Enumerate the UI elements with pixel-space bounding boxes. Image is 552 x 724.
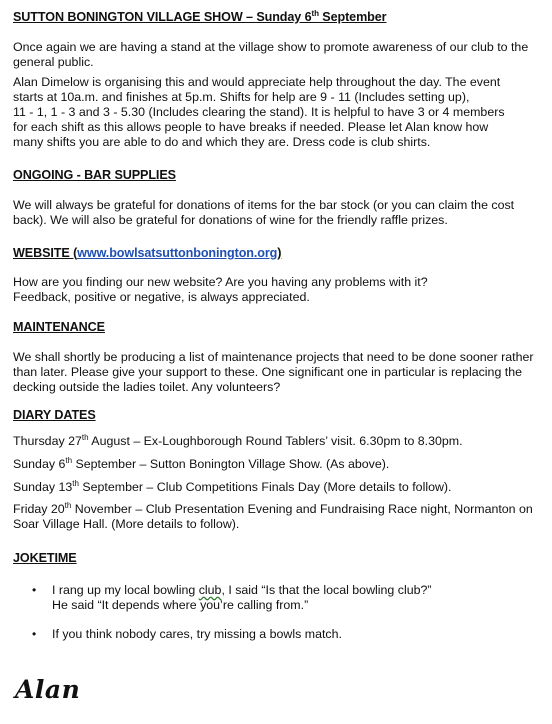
website-link[interactable]: www.bowlsatsuttonbonington.org <box>77 246 278 260</box>
joke-list <box>32 583 544 613</box>
signature: Alan <box>15 675 81 704</box>
bar-supplies-heading: ONGOING - BAR SUPPLIES <box>13 168 176 182</box>
show-details-paragraph: Alan Dimelow is organising this and would appreciate help throughout the day. The event starts at 10a.m. and finishes at 5p.m. Shifts for help are 9 - 11 (Includes setting up), 11 - 1, 1 - 3 and 3 - 5.30 (Includes clearing the stand). It is helpful to have 3 or 4 members for each shift as this allows people to have breaks if needed. Please let Alan know how many shifts you are able to do and which they are. Dress code is club shirts. <box>13 75 505 149</box>
maintenance-heading: MAINTENANCE <box>13 320 105 334</box>
bullet-icon: • <box>32 627 37 641</box>
list-item: • I rang up my local bowling club, I said “Is that the local bowling club?” He said “It depends where you’re calling from.” <box>32 583 432 612</box>
bullet-icon: • <box>32 583 37 597</box>
website-paragraph: How are you finding our new website? Are you having any problems with it? Feedback, positive or negative, is always appreciated. <box>13 275 428 304</box>
maintenance-paragraph: We shall shortly be producing a list of maintenance projects that need to be done sooner rather than later. Please give your support to these. One significant one in particular is replacing the decking outside the ladies toilet. Any volunteers? <box>13 350 534 394</box>
show-intro-paragraph: Once again we are having a stand at the village show to promote awareness of our club to the general public. <box>13 40 529 69</box>
joke-list <box>32 627 544 642</box>
diary-item: Sunday 6th September – Sutton Bonington Village Show. (As above). <box>13 456 390 471</box>
bar-supplies-paragraph: We will always be grateful for donations of items for the bar stock (or you can claim the cost back). We will also be grateful for donations of wine for the friendly raffle prizes. <box>13 198 515 227</box>
website-heading: WEBSITE (www.bowlsatsuttonbonington.org) <box>13 246 282 260</box>
diary-item: Sunday 13th September – Club Competitions Finals Day (More details to follow). <box>13 479 452 494</box>
diary-item: Thursday 27th August – Ex-Loughborough Round Tablers’ visit. 6.30pm to 8.30pm. <box>13 433 463 448</box>
joketime-heading: JOKETIME <box>13 551 77 565</box>
list-item: • If you think nobody cares, try missing a bowls match. <box>32 627 342 641</box>
diary-dates-heading: DIARY DATES <box>13 408 96 422</box>
show-heading: SUTTON BONINGTON VILLAGE SHOW – Sunday 6th September <box>13 9 387 24</box>
diary-item: Friday 20th November – Club Presentation Evening and Fundraising Race night, Normanton on Soar Village Hall. (More details to follow). <box>13 501 533 531</box>
